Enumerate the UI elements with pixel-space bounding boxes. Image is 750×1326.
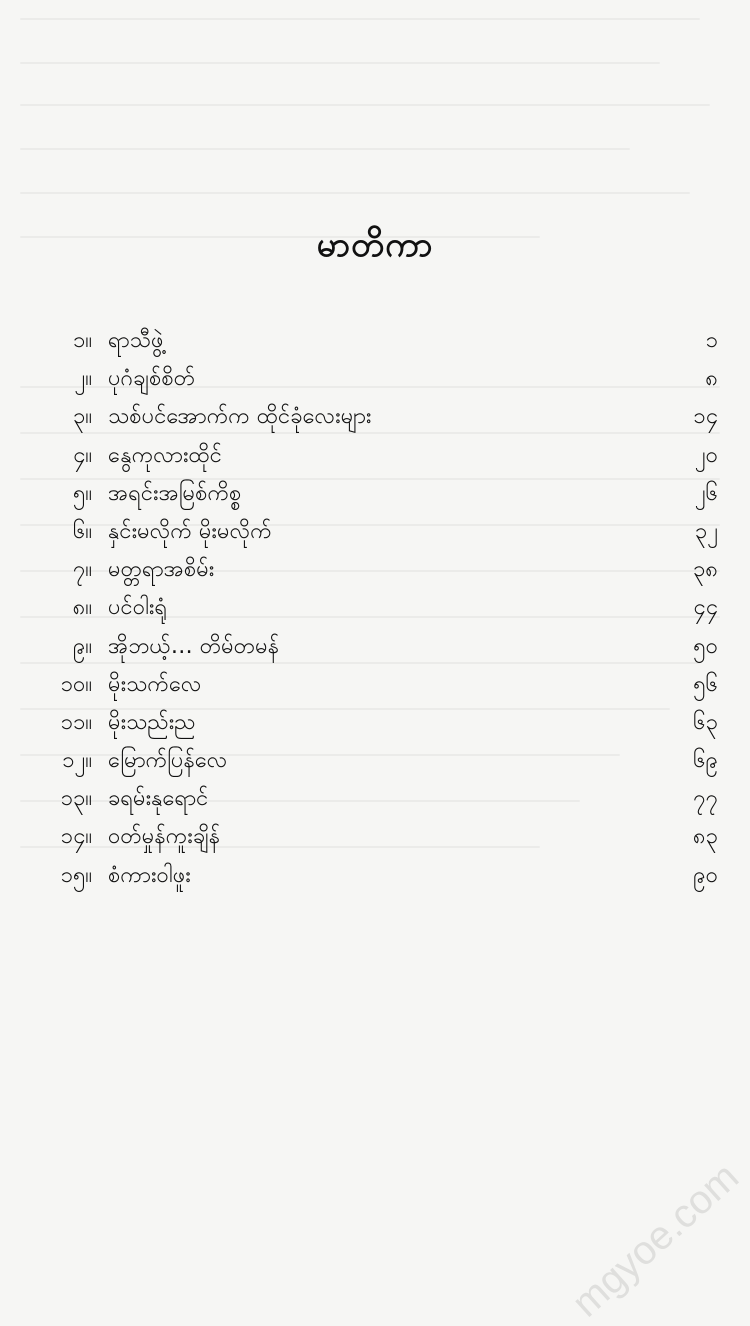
table-of-contents	[28, 322, 718, 895]
toc-entry	[28, 475, 718, 513]
toc-entry	[28, 437, 718, 475]
toc-entry-title: အိုဘယ့်… တိမ်တမန်	[108, 633, 280, 659]
toc-entry-number: ၁၂။	[62, 748, 92, 774]
toc-entry-number: ၁၀။	[60, 671, 92, 697]
toc-entry-title: မိုးသည်းည	[108, 709, 196, 735]
toc-entry-page: ၇၇	[693, 786, 718, 812]
toc-entry-title: နွေကုလားထိုင်	[108, 442, 222, 468]
toc-entry-title: မြောက်ပြန်လေ	[108, 748, 228, 774]
toc-entry-page: ၅၀	[693, 633, 718, 659]
bleed-line	[20, 62, 660, 64]
toc-entry-title: ပုဂံချစ်စိတ်	[108, 366, 196, 392]
toc-entry-title: မတ္တရာအစိမ်း	[108, 557, 215, 583]
toc-entry-page: ၃၈	[693, 557, 718, 583]
toc-entry-title: စံကားဝါဖူး	[108, 862, 191, 888]
toc-entry-number: ၁၁။	[60, 709, 92, 735]
page-title: မာတိကာ	[316, 225, 434, 265]
toc-entry-page: ၅၆	[693, 671, 718, 697]
toc-entry	[28, 666, 718, 704]
toc-entry-title: မိုးသက်လေ	[108, 671, 202, 697]
toc-entry-number: ၁၅။	[60, 862, 92, 888]
toc-entry-title: အရင်းအမြစ်ကိစ္စ	[108, 480, 242, 506]
toc-entry-page: ၁၄	[693, 404, 718, 430]
toc-entry-page: ၃၂	[694, 518, 718, 544]
toc-entry	[28, 322, 718, 360]
toc-entry-page: ၂၆	[694, 480, 718, 506]
toc-entry-number: ၄။	[72, 442, 92, 468]
toc-entry-number: ၁၄။	[60, 824, 92, 850]
toc-entry-page: ၈	[705, 366, 718, 392]
toc-entry	[28, 628, 718, 666]
toc-entry-page: ၂၀	[694, 442, 718, 468]
toc-entry-number: ၁၃။	[60, 786, 92, 812]
toc-entry	[28, 360, 718, 398]
toc-entry-page: ၆၉	[693, 748, 718, 774]
toc-entry-page: ၈၃	[693, 824, 718, 850]
toc-entry-page: ၄၄	[693, 595, 718, 621]
toc-entry-page: ၁	[705, 328, 718, 353]
toc-entry-page: ၆၃	[693, 709, 718, 735]
toc-entry-title: ခရမ်းနုရောင်	[108, 786, 209, 812]
toc-entry-title: ပင်ဝါးရုံ	[108, 595, 168, 621]
toc-entry-number: ၂။	[74, 366, 92, 392]
toc-entry	[28, 513, 718, 551]
toc-entry-number: ၉။	[72, 633, 92, 659]
watermark-text: mgyoe.com	[564, 1154, 748, 1326]
toc-entry	[28, 780, 718, 818]
toc-entry	[28, 818, 718, 856]
toc-entry-number: ၆။	[72, 518, 92, 544]
toc-entry	[28, 589, 718, 627]
bleed-line	[20, 18, 700, 20]
toc-entry-title: နှင်းမလိုက် မိုးမလိုက်	[108, 518, 272, 544]
toc-entry	[28, 742, 718, 780]
toc-entry-title: ရာသီဖွဲ့	[108, 328, 164, 353]
toc-entry-number: ၅။	[72, 480, 92, 506]
toc-entry	[28, 857, 718, 895]
toc-entry-number: ၃။	[72, 404, 92, 430]
toc-entry-title: ဝတ်မှုန်ကူးချိန်	[108, 824, 221, 850]
toc-entry-number: ၇။	[72, 557, 92, 583]
toc-entry-number: ၈။	[72, 595, 92, 621]
bleed-line	[20, 192, 690, 194]
toc-entry-number: ၁။	[72, 328, 92, 353]
toc-entry	[28, 398, 718, 436]
bleed-line	[20, 148, 630, 150]
toc-entry	[28, 704, 718, 742]
bleed-line	[20, 104, 710, 106]
toc-entry	[28, 551, 718, 589]
toc-entry-title: သစ်ပင်အောက်က ထိုင်ခုံလေးများ	[108, 404, 372, 430]
toc-entry-page: ၉၀	[693, 862, 718, 888]
